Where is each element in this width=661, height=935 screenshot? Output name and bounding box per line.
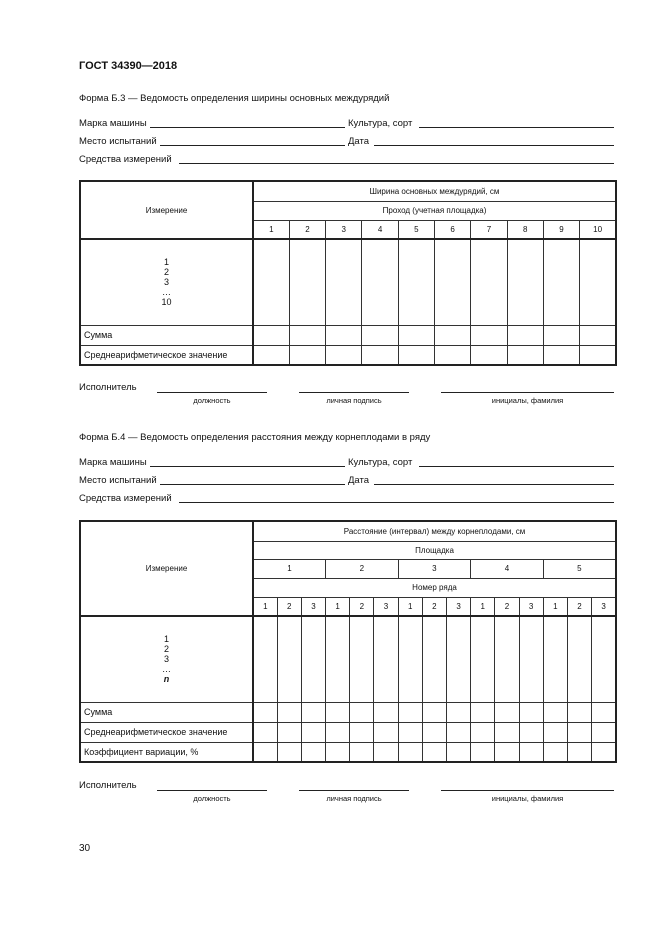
form-b3-cell[interactable] <box>543 345 579 365</box>
form-b4-row-label: 2 <box>163 644 169 655</box>
form-b3-table <box>79 180 617 366</box>
form-b4-row-number: 2 <box>277 597 301 616</box>
form-b3-cell[interactable] <box>507 345 543 365</box>
form-b4-cell[interactable] <box>301 616 325 702</box>
form-b4-cell[interactable] <box>471 702 495 722</box>
form-b3-crop-label: Культура, сорт <box>348 118 413 129</box>
form-b3-col-header: 3 <box>326 220 362 239</box>
form-b4-cell[interactable] <box>495 702 519 722</box>
form-b4-place-label: Место испытаний <box>79 475 157 486</box>
form-b3-means-field[interactable] <box>179 163 614 164</box>
form-b4-cell[interactable] <box>471 742 495 762</box>
form-b4-row-number: 3 <box>519 597 543 616</box>
form-b3-row-label: … <box>162 287 171 298</box>
form-b4-cell[interactable] <box>543 702 567 722</box>
form-b3-position-field[interactable] <box>157 392 267 393</box>
form-b4-row-number: 2 <box>567 597 591 616</box>
form-b4-row-number: 2 <box>495 597 519 616</box>
form-b4-mean-label: Среднеарифметическое значение <box>80 722 253 742</box>
form-b3-date-label: Дата <box>348 136 370 147</box>
form-b3-executor-label: Исполнитель <box>79 382 137 393</box>
form-b4-cell[interactable] <box>447 722 471 742</box>
form-b4-crop-field[interactable] <box>419 466 614 467</box>
page-number: 30 <box>79 843 91 854</box>
form-b4-cell[interactable] <box>277 722 301 742</box>
form-b4-cell[interactable] <box>447 702 471 722</box>
form-b4-cell[interactable] <box>567 616 591 702</box>
form-b4-cell[interactable] <box>374 722 398 742</box>
form-b4-cell[interactable] <box>277 702 301 722</box>
form-b4-row-label: n <box>163 674 170 685</box>
form-b3-cell[interactable] <box>253 239 289 325</box>
form-b3-row-label: 3 <box>163 277 169 288</box>
form-b4-row-number: 1 <box>326 597 350 616</box>
form-b4-plot-number: 3 <box>398 559 471 578</box>
form-b4-cell[interactable] <box>519 616 543 702</box>
form-b4-crop-label: Культура, сорт <box>348 457 413 468</box>
form-b3-means-label: Средства измерений <box>79 154 172 165</box>
form-b4-row-number: 1 <box>543 597 567 616</box>
form-b3-row-label: 2 <box>163 267 169 278</box>
form-b4-executor-label: Исполнитель <box>79 780 137 791</box>
form-b4-row-label: 1 <box>163 634 169 645</box>
form-b4-date-field[interactable] <box>374 484 614 485</box>
form-b3-sum-label: Сумма <box>80 325 253 345</box>
form-b3-cell[interactable] <box>362 325 398 345</box>
form-b3-col-header: 8 <box>507 220 543 239</box>
form-b4-cell[interactable] <box>592 616 616 702</box>
form-b4-position-field[interactable] <box>157 790 267 791</box>
form-b4-row-number: 3 <box>592 597 616 616</box>
form-b4-cell[interactable] <box>326 702 350 722</box>
form-b4-cell[interactable] <box>253 702 277 722</box>
form-b3-measure-header: Измерение <box>80 181 253 239</box>
form-b4-cell[interactable] <box>350 616 374 702</box>
form-b4-row-label: … <box>162 664 171 675</box>
form-b4-cell[interactable] <box>350 742 374 762</box>
form-b4-plot-number: 4 <box>471 559 544 578</box>
form-b3-machine-label: Марка машины <box>79 118 147 129</box>
form-b3-cell[interactable] <box>362 239 398 325</box>
form-b4-cell[interactable] <box>301 742 325 762</box>
form-b4-cell[interactable] <box>350 702 374 722</box>
form-b3-col-header: 10 <box>580 220 616 239</box>
form-b4-row-number: 3 <box>447 597 471 616</box>
form-b3-cell[interactable] <box>398 325 434 345</box>
form-b4-plot-number: 2 <box>326 559 399 578</box>
form-b3-cell[interactable] <box>326 325 362 345</box>
form-b3-cell[interactable] <box>434 239 470 325</box>
form-b3-cell[interactable] <box>471 239 507 325</box>
form-b4-sum-label: Сумма <box>80 702 253 722</box>
form-b3-cell[interactable] <box>253 345 289 365</box>
form-b4-table <box>79 520 617 763</box>
form-b3-col-header: 7 <box>471 220 507 239</box>
form-b4-cell[interactable] <box>447 742 471 762</box>
form-b4-cell[interactable] <box>374 702 398 722</box>
form-b4-cell[interactable] <box>326 616 350 702</box>
form-b3-cell[interactable] <box>580 239 616 325</box>
form-b4-place-field[interactable] <box>160 484 345 485</box>
form-b4-signature-caption: личная подпись <box>326 794 382 803</box>
form-b4-row-number: 1 <box>471 597 495 616</box>
form-b3-col-header: 6 <box>434 220 470 239</box>
form-b3-col-header: 2 <box>289 220 325 239</box>
form-b4-plot-number: 1 <box>253 559 326 578</box>
form-b4-cell[interactable] <box>495 742 519 762</box>
form-b3-mean-label: Среднеарифметическое значение <box>80 345 253 365</box>
form-b4-cell[interactable] <box>592 702 616 722</box>
form-b4-cell[interactable] <box>326 742 350 762</box>
form-b4-cell[interactable] <box>253 722 277 742</box>
form-b3-col-header: 9 <box>543 220 579 239</box>
form-b3-place-field[interactable] <box>160 145 345 146</box>
form-b4-cell[interactable] <box>422 616 446 702</box>
form-b4-date-label: Дата <box>348 475 370 486</box>
form-b3-cell[interactable] <box>398 345 434 365</box>
form-b4-signature-field[interactable] <box>299 790 409 791</box>
form-b3-name-field[interactable] <box>441 392 614 393</box>
form-b4-row-number: 2 <box>422 597 446 616</box>
form-b4-cell[interactable] <box>350 722 374 742</box>
form-b4-cell[interactable] <box>398 742 422 762</box>
form-b4-position-caption: должность <box>193 794 231 803</box>
form-b4-row-number: 2 <box>350 597 374 616</box>
form-b3-col-header: 1 <box>253 220 289 239</box>
form-b3-cell[interactable] <box>471 325 507 345</box>
form-b4-cell[interactable] <box>519 742 543 762</box>
form-b3-cell[interactable] <box>543 325 579 345</box>
form-b4-cell[interactable] <box>471 616 495 702</box>
form-b4-cell[interactable] <box>543 722 567 742</box>
form-b4-cell[interactable] <box>398 616 422 702</box>
form-b4-cv-label: Коэффициент вариации, % <box>80 742 253 762</box>
form-b3-cell[interactable] <box>471 345 507 365</box>
form-b4-cell[interactable] <box>495 722 519 742</box>
form-b4-measure-list <box>80 616 253 702</box>
document-header: ГОСТ 34390—2018 <box>79 60 178 72</box>
form-b3-crop-field[interactable] <box>419 127 614 128</box>
form-b3-cell[interactable] <box>398 239 434 325</box>
form-b4-cell[interactable] <box>422 742 446 762</box>
form-b3-cell[interactable] <box>362 345 398 365</box>
form-b3-row-label: 1 <box>163 257 169 268</box>
form-b4-cell[interactable] <box>398 722 422 742</box>
form-b3-measure-list <box>80 239 253 325</box>
form-b3-cell[interactable] <box>434 345 470 365</box>
form-b3-cell[interactable] <box>507 239 543 325</box>
form-b4-cell[interactable] <box>592 722 616 742</box>
form-b3-position-caption: должность <box>193 396 231 405</box>
form-b3-name-caption: инициалы, фамилия <box>491 396 564 405</box>
form-b3-title: Форма Б.3 — Ведомость определения ширины основных междурядий <box>79 93 390 104</box>
form-b3-cell[interactable] <box>580 325 616 345</box>
form-b4-cell[interactable] <box>326 722 350 742</box>
form-b3-col-header: 4 <box>362 220 398 239</box>
form-b3-cell[interactable] <box>543 239 579 325</box>
form-b4-name-caption: инициалы, фамилия <box>491 794 564 803</box>
form-b4-row-number: 1 <box>398 597 422 616</box>
form-b4-title: Форма Б.4 — Ведомость определения расстояния между корнеплодами в ряду <box>79 432 431 443</box>
form-b3-date-field[interactable] <box>374 145 614 146</box>
form-b4-cell[interactable] <box>567 702 591 722</box>
form-b4-means-label: Средства измерений <box>79 493 172 504</box>
form-b4-measure-header: Измерение <box>80 521 253 616</box>
form-b4-cell[interactable] <box>277 742 301 762</box>
form-b3-signature-caption: личная подпись <box>326 396 382 405</box>
form-b4-plot-number: 5 <box>543 559 616 578</box>
form-b3-place-label: Место испытаний <box>79 136 157 147</box>
form-b4-cell[interactable] <box>253 742 277 762</box>
form-b3-cell[interactable] <box>326 345 362 365</box>
form-b4-row-header: Номер ряда <box>253 578 616 597</box>
form-b3-cell[interactable] <box>289 325 325 345</box>
form-b3-cell[interactable] <box>326 239 362 325</box>
form-b3-sub-header: Проход (учетная площадка) <box>253 201 616 220</box>
form-b4-machine-label: Марка машины <box>79 457 147 468</box>
form-b4-machine-field[interactable] <box>150 466 345 467</box>
form-b4-cell[interactable] <box>301 722 325 742</box>
form-b4-cell[interactable] <box>277 616 301 702</box>
form-b4-plot-header: Площадка <box>253 541 616 559</box>
form-b3-machine-field[interactable] <box>150 127 345 128</box>
form-b4-name-field[interactable] <box>441 790 614 791</box>
form-b4-cell[interactable] <box>471 722 495 742</box>
form-b4-cell[interactable] <box>519 702 543 722</box>
form-b3-signature-field[interactable] <box>299 392 409 393</box>
form-b4-cell[interactable] <box>253 616 277 702</box>
form-b3-cell[interactable] <box>580 345 616 365</box>
form-b4-cell[interactable] <box>567 742 591 762</box>
form-b4-row-label: 3 <box>163 654 169 665</box>
form-b4-cell[interactable] <box>447 616 471 702</box>
form-b4-group-header: Расстояние (интервал) между корнеплодами, см <box>253 521 616 541</box>
form-b4-cell[interactable] <box>422 722 446 742</box>
form-b4-cell[interactable] <box>543 742 567 762</box>
form-b4-cell[interactable] <box>592 742 616 762</box>
form-b4-cell[interactable] <box>543 616 567 702</box>
form-b4-cell[interactable] <box>398 702 422 722</box>
form-b3-col-header: 5 <box>398 220 434 239</box>
form-b3-row-label: 10 <box>161 297 172 308</box>
form-b3-cell[interactable] <box>289 239 325 325</box>
form-b3-cell[interactable] <box>434 325 470 345</box>
form-b3-cell[interactable] <box>253 325 289 345</box>
form-b4-cell[interactable] <box>374 616 398 702</box>
form-b4-cell[interactable] <box>301 702 325 722</box>
form-b4-means-field[interactable] <box>179 502 614 503</box>
form-b4-row-number: 3 <box>301 597 325 616</box>
form-b4-row-number: 3 <box>374 597 398 616</box>
form-b4-row-number: 1 <box>253 597 277 616</box>
form-b4-cell[interactable] <box>567 722 591 742</box>
form-b4-cell[interactable] <box>422 702 446 722</box>
form-b3-cell[interactable] <box>507 325 543 345</box>
form-b4-cell[interactable] <box>374 742 398 762</box>
form-b3-cell[interactable] <box>289 345 325 365</box>
form-b4-cell[interactable] <box>519 722 543 742</box>
form-b3-group-header: Ширина основных междурядий, см <box>253 181 616 201</box>
form-b4-cell[interactable] <box>495 616 519 702</box>
